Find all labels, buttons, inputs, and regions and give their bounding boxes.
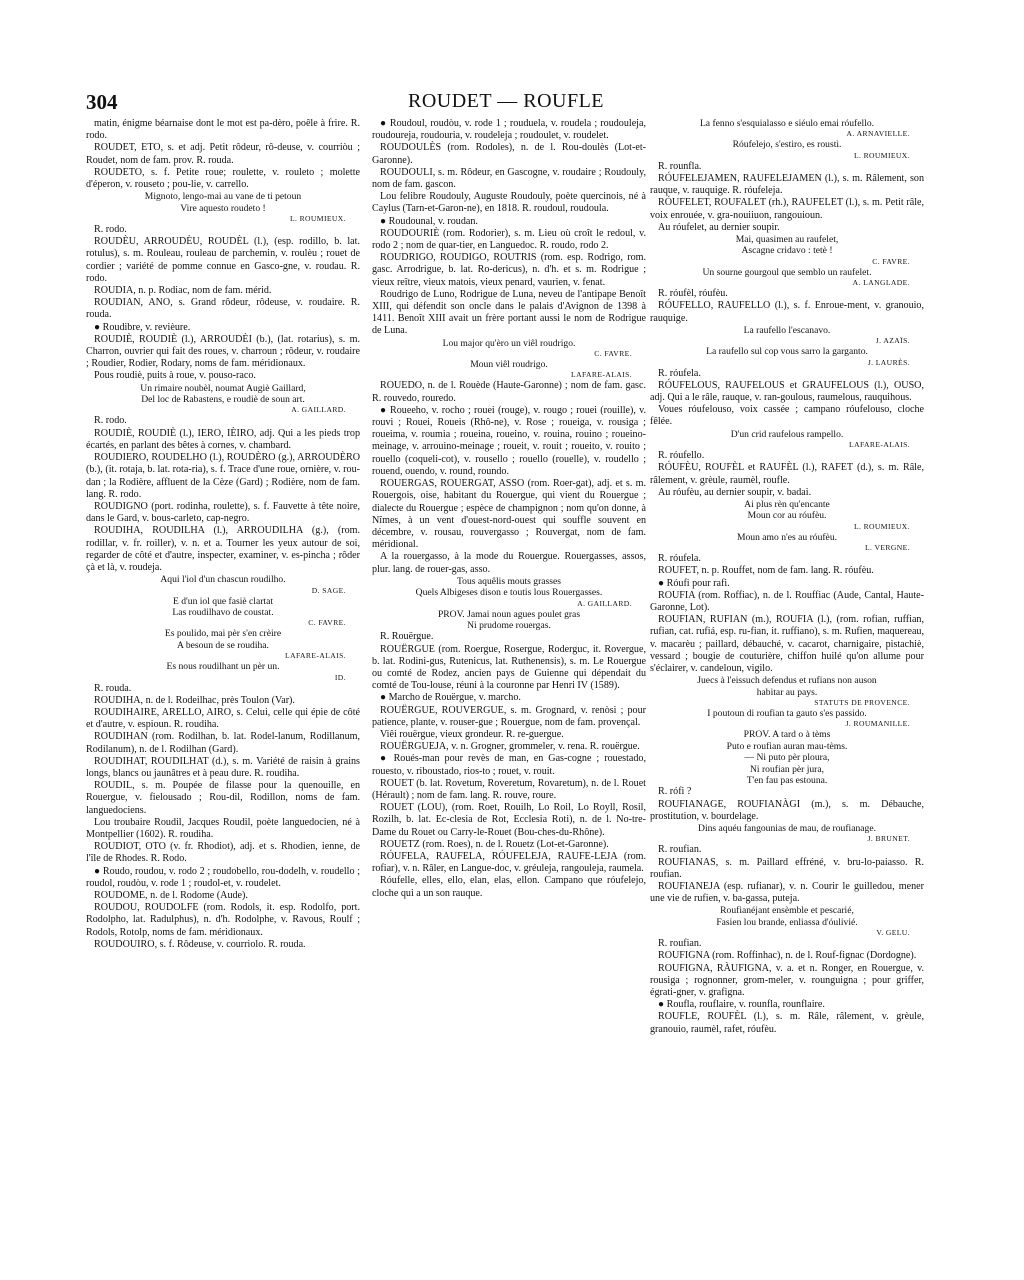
dictionary-entry: ROUEDO, n. de l. Rouède (Haute-Garonne) ; nom de fam. gasc. R. rouvedo, rouredo. (372, 380, 646, 404)
quotation-line: PROV. Jamai noun agues poulet gras (437, 608, 581, 620)
quotation-line: Ni prudome rouergas. (467, 619, 551, 631)
quotation-line: A besoun de se roudiha. (177, 639, 269, 651)
dictionary-entry: Pous roudiè, puits à roue, v. pouso-raco. (94, 370, 256, 382)
column-right (650, 118, 924, 1268)
quotation-line: I poutoun di roufian ta gauto s'es passido. (707, 707, 867, 719)
dictionary-entry: ROUDIOT, OTO (v. fr. Rhodiot), adj. et s. Rhodien, ienne, de l'île de Rhodes. R. Rodo. (86, 841, 360, 865)
dictionary-entry: ● Roudo, roudou, v. rodo 2 ; roudobello, rou-dodelh, v. roudello ; roudol, roudòu, v. rode 1 ; roudol-et, v. roudelet. (86, 865, 360, 889)
dictionary-entry: ROUET (b. lat. Rovetum, Roveretum, Rovaretum), n. de l. Rouet (Hérault) ; nom de fam. lang. R. rouve, roure. (372, 777, 646, 801)
quotation-source: C. FAVRE. (872, 256, 910, 266)
dictionary-entry: Au róufelet, au dernier soupir. (658, 221, 780, 233)
dictionary-entry: R. rouda. (94, 682, 132, 694)
quotation-line: Un rimaire noubèl, noumat Augiè Gaillard, (140, 382, 306, 394)
dictionary-entry: ROUDIHA, n. de l. Rodeilhac, près Toulon (Var). (94, 694, 295, 706)
dictionary-entry: ROUFIAN, RUFIAN (m.), ROUFIA (l.), (rom. rofian, ruffian, rufian, cat. rufiá, esp. ru-fian, it. ruffiano), s. m. Rufien, maquereau, v. macarèu ; paillard, débauché, v. cacarot, charnigaire, pistachiè, vessard ; bougie de couturière, chiffon huilé qu'on allume pour s'éclairer, v. candeloun, vigilo. (650, 614, 924, 674)
dictionary-entry: RÓUFELLO, RAUFELLO (l.), s. f. Enroue-ment, v. granouio, rauquige. (650, 300, 924, 324)
dictionary-entry: A la rouergasso, à la mode du Rouergue. Rouergasses, assos, plur. lang. de rouer-gas, asso. (372, 551, 646, 575)
dictionary-entry: ROUDOME, n. de l. Rodome (Aude). (94, 890, 248, 902)
quotation-line: Vire aquesto roudeto ! (180, 202, 266, 214)
quotation-line: Un sourne gourgoul que semblo un raufelet. (702, 266, 872, 278)
dictionary-entry: matin, énigme béarnaise dont le mot est pa-dèro, poêle à frire. R. rodo. (86, 118, 360, 142)
running-head: ROUDET — ROUFLE (407, 90, 605, 112)
dictionary-entry: ROUDOURIÈ (rom. Rodorier), s. m. Lieu où croît le redoul, v. rodo 2 ; nom de quar-tier, en Languedoc. R. roudo, rodo 2. (372, 227, 646, 252)
quotation-source: L. ROUMIEUX. (853, 150, 910, 160)
column-middle (372, 118, 646, 1268)
dictionary-entry: ROUFIANAS, s. m. Paillard effréné, v. bru-lo-paiasso. R. roufian. (650, 856, 924, 880)
dictionary-entry: Lou troubaire Roudil, Jacques Roudil, poète languedocien, né à Montpellier (1602). R. roudiha. (86, 816, 360, 840)
quotation-source: J. LAURÈS. (867, 357, 910, 367)
dictionary-entry: ROUDIAN, ANO, s. Grand rôdeur, rôdeuse, v. roudaire. R. rouda. (86, 297, 360, 321)
dictionary-entry: RÓUFELET, ROUFALET (rh.), RAUFELET (l.), s. m. Petit râle, voix enrouée, v. gra-nouiiuon, rangouioun. (650, 197, 924, 221)
quotation-line: Mai, quasimen au raufelet, (735, 234, 839, 246)
quotation-line: habitar au pays. (756, 686, 818, 698)
quotation-line: Puto e roufian auran mau-tèms. (726, 740, 848, 752)
quotation-source: V. GELU. (876, 928, 910, 938)
quotation-source: A. GAILLARD. (577, 598, 632, 608)
quotation-source: J. BRUNET. (867, 834, 910, 844)
dictionary-entry: ● Roués-man pour revès de man, en Gas-cogne ; rouestado, rouesto, v. riboustado, rios-to ; rouet, v. rouit. (372, 753, 646, 777)
quotation-line: Juecs à l'eissuch defendus et rufians non auson (697, 675, 877, 687)
dictionary-entry: RÓUFELOUS, RAUFELOUS et GRAUFELOUS (l.), OUSO, adj. Qui a le râle, rauque, v. ran-goulous, raumelous, rauquihous. (650, 379, 924, 404)
dictionary-entry: ROUDÈU, ARROUDÈU, ROUDÈL (l.), (esp. rodillo, b. lat. rotulus), s. m. Rouleau, rouleau de parchemin, v. roulèu ; rouet de cordier ; variété de pomme connue en Gasco-gne, v. roudau. R. rodo. (86, 236, 360, 284)
dictionary-entry: ROUDETO, s. f. Petite roue; roulette, v. rouleto ; molette d'éperon, v. rouseto ; pou-lie, v. carrello. (86, 166, 360, 191)
quotation-line: Moun viêl roudrigo. (470, 359, 548, 371)
dictionary-entry: R. rodo. (94, 224, 127, 236)
dictionary-entry: ● Roudoul, roudòu, v. rode 1 ; rouduela, v. roudela ; roudouleja, roudoureja, roudouria, v. roudeleja ; roudoulet, v. roudelet. (372, 118, 646, 142)
dictionary-entry: R. Rouërgue. (380, 631, 434, 643)
dictionary-entry: ROUDOUIRO, s. f. Rôdeuse, v. courriolo. R. rouda. (94, 938, 306, 950)
dictionary-entry: ROUËRGUE (rom. Roergue, Rosergue, Roderguc, it. Rovergue, b. lat. Rodini-gus, Rutenicus, lat. Ruthenensis), s. m. Le Rouergue ou comté de Rodez, ancien pays de Guienne qui dépendait du comté de Tou-louse, réuni à la couronne par Henri IV (1589). (372, 643, 646, 692)
quotation-source: L. ROUMIEUX. (289, 214, 346, 224)
page-header (86, 90, 926, 114)
dictionary-entry: ROUËRGUEJA, v. n. Grogner, grommeler, v. rena. R. rouërgue. (380, 741, 640, 753)
dictionary-entry: ROUET (LOU), (rom. Roet, Rouilh, Lo Roil, Lo Royll, Rosil, Rozilh, b. lat. Ec-clesia de Rot, Ecclesia Roti), n. de l. No-tre-Dame du Rouet ou Carry-le-Rouet (Bou-ches-du-Rhône). (372, 802, 646, 838)
quotation-line: PROV. A tard o à tèms (743, 729, 831, 741)
dictionary-entry: ROUDIHAT, ROUDILHAT (d.), s. m. Variété de raisin à grains longs, blancs ou jaunâtres et à peau dure. R. roudiha. (86, 755, 360, 779)
quotation-source: A. GAILLARD. (291, 405, 346, 415)
dictionary-entry: R. rófi ? (658, 786, 692, 798)
dictionary-entry: Lou felibre Roudouly, Auguste Roudouly, poète quercinois, né à Caylus (Tarn-et-Garon-ne), en 1818. R. roudoul, roudoula. (372, 191, 646, 215)
dictionary-entry: ROUDOULÈS (rom. Rodoles), n. de l. Rou-doulès (Lot-et-Garonne). (372, 142, 646, 166)
dictionary-entry: ROUDIHA, ROUDILHA (l.), ARROUDILHA (g.), (rom. rodillar, v. fr. roiller), v. n. et a. Tourner les yeux autour de soi, regarder de côté et d'autre, inspecter, examiner, v. es-pincha ; rôder çà et là, v. roudeja. (86, 525, 360, 573)
quotation-line: La raufello sul cop vous sarro la garganto. (706, 346, 868, 358)
dictionary-entry: ROUFLE, ROUFÈL (l.), s. m. Râle, râlement, v. grèule, granouio, raumèl, rafet, róufèu. (650, 1011, 924, 1035)
quotation-source: C. FAVRE. (594, 349, 632, 359)
dictionary-entry: RÓUFELA, RAUFELA, RÓUFELEJA, RAUFE-LEJA (rom. rofiar), v. n. Râler, en Langue-doc, v. gréuleja, rangouleja, raumela. (372, 851, 646, 875)
quotation-source: STATUTS DE PROVENCE. (814, 697, 910, 707)
dictionary-entry: ROUETZ (rom. Roes), n. de l. Rouetz (Lot-et-Garonne). (380, 838, 609, 850)
dictionary-entry: Róufelle, elles, ello, elan, elas, ellon. Campano que róufelejo, cloche qui a un son rauque. (372, 875, 646, 899)
dictionary-entry: ROUDOULI, s. m. Rôdeur, en Gascogne, v. roudaire ; Roudouly, nom de fam. gascon. (372, 166, 646, 191)
quotation-line: Moun amo n'es au róufèu. (736, 531, 838, 543)
dictionary-entry: ROUDIHAIRE, ARELLO, AIRO, s. Celui, celle qui épie de côté et d'autre, v. espioun. R. roudiha. (86, 706, 360, 731)
dictionary-entry: ROUDIL, s. m. Poupée de filasse pour la quenouille, en Rouergue, v. fielousado ; Rou-dil, Rodillon, noms de fam. languedociens. (86, 780, 360, 816)
dictionary-entry: R. róufèl, róufèu. (658, 288, 728, 300)
quotation-line: Ascagne cridavo : tetè ! (741, 245, 833, 257)
quotation-line: Ni roufian pèr jura, (749, 763, 825, 775)
dictionary-entry: R. rounfla. (658, 160, 702, 172)
dictionary-entry: ● Róufi pour rafi. (658, 577, 730, 589)
quotation-source: J. AZAÏS. (875, 336, 910, 346)
quotation-line: Es poulido, mai pèr s'en crèire (164, 628, 282, 640)
dictionary-entry: R. roufian. (658, 844, 702, 856)
dictionary-entry: ROUDIHAN (rom. Rodilhan, b. lat. Rodel-lanum, Rodillanum, Rodilanum), n. de l. Rodilhan (Gard). (86, 731, 360, 755)
quotation-source: A. ARNAVIELLE. (846, 129, 910, 139)
quotation-line: Dins aquéu fangounias de mau, de roufianage. (698, 823, 876, 835)
quotation-source: L. ROUMIEUX. (853, 521, 910, 531)
dictionary-entry: ROUDIGNO (port. rodinha, roulette), s. f. Fauvette à tête noire, dans le Gard, v. bous-carleto, cap-negro. (86, 500, 360, 525)
quotation-line: Fasien lou brande, enliassa d'óulivié. (716, 916, 858, 928)
quotation-line: Moun cor au róufèu. (747, 510, 827, 522)
dictionary-entry: Roudrigo de Luno, Rodrigue de Luna, neveu de l'antipape Benoît XIII, qui défendit son oncle dans le palais d'Avignon de 1398 à 1411. Benoît XIII avait un frère portant aussi le nom de Rodrigue de Luna. (372, 288, 646, 337)
dictionary-entry: ROUFET, n. p. Rouffet, nom de fam. lang. R. róufèu. (658, 565, 874, 577)
dictionary-entry: ROUFIANEJA (esp. rufianar), v. n. Courir le guilledou, mener une vie de rufien, v. ba-gassa, puteja. (650, 881, 924, 905)
dictionary-entry: ● Roudibre, v. revièure. (94, 321, 191, 333)
dictionary-entry: ROUËRGUE, ROUVERGUE, s. m. Grognard, v. renòsi ; pour patience, plante, v. rouser-gue ; Rouergue, nom de fam. provençal. (372, 704, 646, 728)
quotation-line: D'un crid raufelous rampello. (730, 428, 844, 440)
quotation-source: ID. (334, 672, 346, 682)
dictionary-entry: ROUDOU, ROUDOLFE (rom. Rodols, it. esp. Rodolfo, port. Rodolpho, lat. Radulphus), n. d'h. Rodolphe, v. Ravous, Roulf ; Rodols, Rotolp, noms de fam. méridionaux. (86, 902, 360, 938)
quotation-source: C. FAVRE. (308, 618, 346, 628)
dictionary-entry: R. róufello. (658, 450, 705, 462)
quotation-line: Ai plus rèn qu'encante (744, 498, 830, 510)
dictionary-entry: R. rodo. (94, 415, 127, 427)
quotation-line: La fenno s'esquialasso e siéulo emai róufello. (699, 118, 875, 129)
quotation-source: LAFARE-ALAIS. (849, 440, 910, 450)
dictionary-entry: ROUFIA (rom. Roffiac), n. de l. Rouffiac (Aude, Cantal, Haute-Garonne, Lot). (650, 589, 924, 613)
dictionary-entry: ROUFIGNA (rom. Roffinhac), n. de l. Rouf-fignac (Dordogne). (658, 950, 917, 962)
quotation-line: Es nous roudilhant un pèr un. (166, 661, 280, 673)
quotation-line: Róufelejo, s'estiro, es roustì. (732, 139, 842, 151)
dictionary-entry: R. róufela. (658, 553, 701, 565)
dictionary-entry: ● Roueeho, v. rocho ; rouei (rouge), v. rougo ; rouei (rouille), v. rouvi ; Rouei, Roueis (Rhô-ne), v. Rose ; roueiga, v. rousiga ; roueima, v. roumia ; roueina, roueino, v. rouina, rouino ; roueino-meinage, v. arrouino-meinage ; roueit, v. rouit ; roueito, v. rouito ; rouello (coqueli-cot), v. rousello ; rouello (rouelle), v. roudello ; rouend, ouendo, v. round, roundo. (372, 404, 646, 477)
dictionary-entry: ROUDET, ETO, s. et adj. Petit rôdeur, rô-deuse, v. courriòu ; Roudet, nom de fam. prov. R. rouda. (86, 142, 360, 166)
quotation-line: T'en fau pas estouna. (746, 775, 828, 786)
column-left (86, 118, 360, 1268)
quotation-line: Roufianéjant ensèmble et pescarié, (720, 905, 854, 917)
dictionary-entry: ROUDRIGO, ROUDIGO, ROUTRIS (rom. esp. Rodrigo, rom. gasc. Arrodrigue, b. lat. Ro-dericus), n. d'h. et s. m. Rodrigue ; vieux reître, vieux matois, vieux penard, vaurien, v. fenat. (372, 252, 646, 288)
dictionary-entry: ROUFIANAGE, ROUFIANÀGI (m.), s. m. Débauche, prostitution, v. bourdelage. (650, 798, 924, 822)
quotation-source: J. ROUMANILLE. (845, 719, 910, 729)
page-number: 304 (86, 90, 118, 114)
quotation-line: — Ni puto pèr ploura, (744, 752, 830, 764)
dictionary-entry: ROUDIERO, ROUDELHO (l.), ROUDÈRO (g.), ARROUDÈRO (b.), (it. rotaja, b. lat. rota-ria), s. f. Trace d'une roue, ornière, v. rou-dan ; la Rodière, affluent de la Cèze (Gard) ; Rodière, nom de fam. lang. R. rodo. (86, 452, 360, 500)
dictionary-entry: ● Marcho de Rouërgue, v. marcho. (380, 692, 521, 704)
dictionary-entry: ROUDIÈ, ROUDIÈ (l.), IERO, IÈIRO, adj. Qui a les pieds trop écartés, en parlant des bêtes à cornes, v. chambard. (86, 427, 360, 451)
dictionary-entry: RÓUFELEJAMEN, RAUFELEJAMEN (l.), s. m. Râlement, son rauque, v. rauquige. R. róufeleja. (650, 173, 924, 197)
dictionary-entry: ● Roufla, rouflaire, v. rounfla, rounflaire. (658, 999, 825, 1011)
quotation-line: E d'un iol que fasiè clartat (172, 595, 274, 607)
dictionary-entry: ROUDIÈ, ROUDIÈ (l.), ARROUDÈI (b.), (lat. rotarius), s. m. Charron, ouvrier qui fait des roues, v. charroun ; rôdeur, v. roudaire ; Roudier, Rodier, Rodary, noms de fam. méridionaux. (86, 333, 360, 370)
quotation-line: Del loc de Rabastens, e roudiè de soun art. (141, 394, 305, 406)
dictionary-entry: ROUFIGNA, RÀUFIGNA, v. a. et n. Ronger, en Rouergue, v. rousiga ; rognonner, grom-meler, v. rounguigna ; pour griffer, égrati-gner, v. grafigna. (650, 962, 924, 999)
quotation-source: LAFARE-ALAIS. (571, 370, 632, 380)
quotation-line: Aqui l'iol d'un chascun roudilho. (160, 574, 286, 586)
quotation-line: Tous aquêlis mouts grasses (456, 575, 562, 587)
quotation-source: A. LANGLADE. (852, 278, 910, 288)
dictionary-entry: Au róufèu, au dernier soupir, v. badai. (658, 486, 812, 498)
quotation-source: L. VERGNE. (865, 543, 910, 553)
quotation-line: Quels Albigeses dison e toutis lous Rouergasses. (415, 587, 603, 599)
dictionary-entry: ROUERGAS, ROUERGAT, ASSO (rom. Roer-gat), adj. et s. m. Rouergois, oise, habitant du Rouergue, qui vient du Rouergue ; dialecte du Rouergue ; espèce de champignon ; nom qu'on donne, à Nîmes, à un vent d'ouest-nord-ouest qui souffle souvent en décembre, v. rousau, rouvergasso ; Rouvergat, nom de fam. méridional. (372, 478, 646, 551)
quotation-line: Lou major qu'èro un viêl roudrigo. (442, 337, 576, 349)
dictionary-entry: R. róufela. (658, 367, 701, 379)
quotation-source: D. SAGE. (311, 585, 346, 595)
quotation-line: La raufello l'escanavo. (743, 324, 831, 336)
dictionary-entry: RÓUFÈU, ROUFÈL et RAUFÈL (l.), RAFET (d.), s. m. Râle, râlement, v. grèule, raumèl, roufle. (650, 462, 924, 486)
dictionary-entry: Voues róufelouso, voix cassée ; campano róufelouso, cloche fêlée. (650, 404, 924, 428)
dictionary-entry: R. roufian. (658, 938, 702, 950)
dictionary-entry: ROUDIA, n. p. Rodiac, nom de fam. mérid. (94, 285, 272, 297)
dictionary-entry: ● Roudounal, v. roudan. (380, 215, 478, 227)
quotation-line: Mignoto, lengo-mai au vane de ti petoun (144, 191, 302, 203)
quotation-source: LAFARE-ALAIS. (285, 651, 346, 661)
quotation-line: Las roudilhavo de coustat. (172, 606, 274, 618)
dictionary-entry: Viêi rouërgue, vieux grondeur. R. re-guergue. (380, 728, 564, 740)
